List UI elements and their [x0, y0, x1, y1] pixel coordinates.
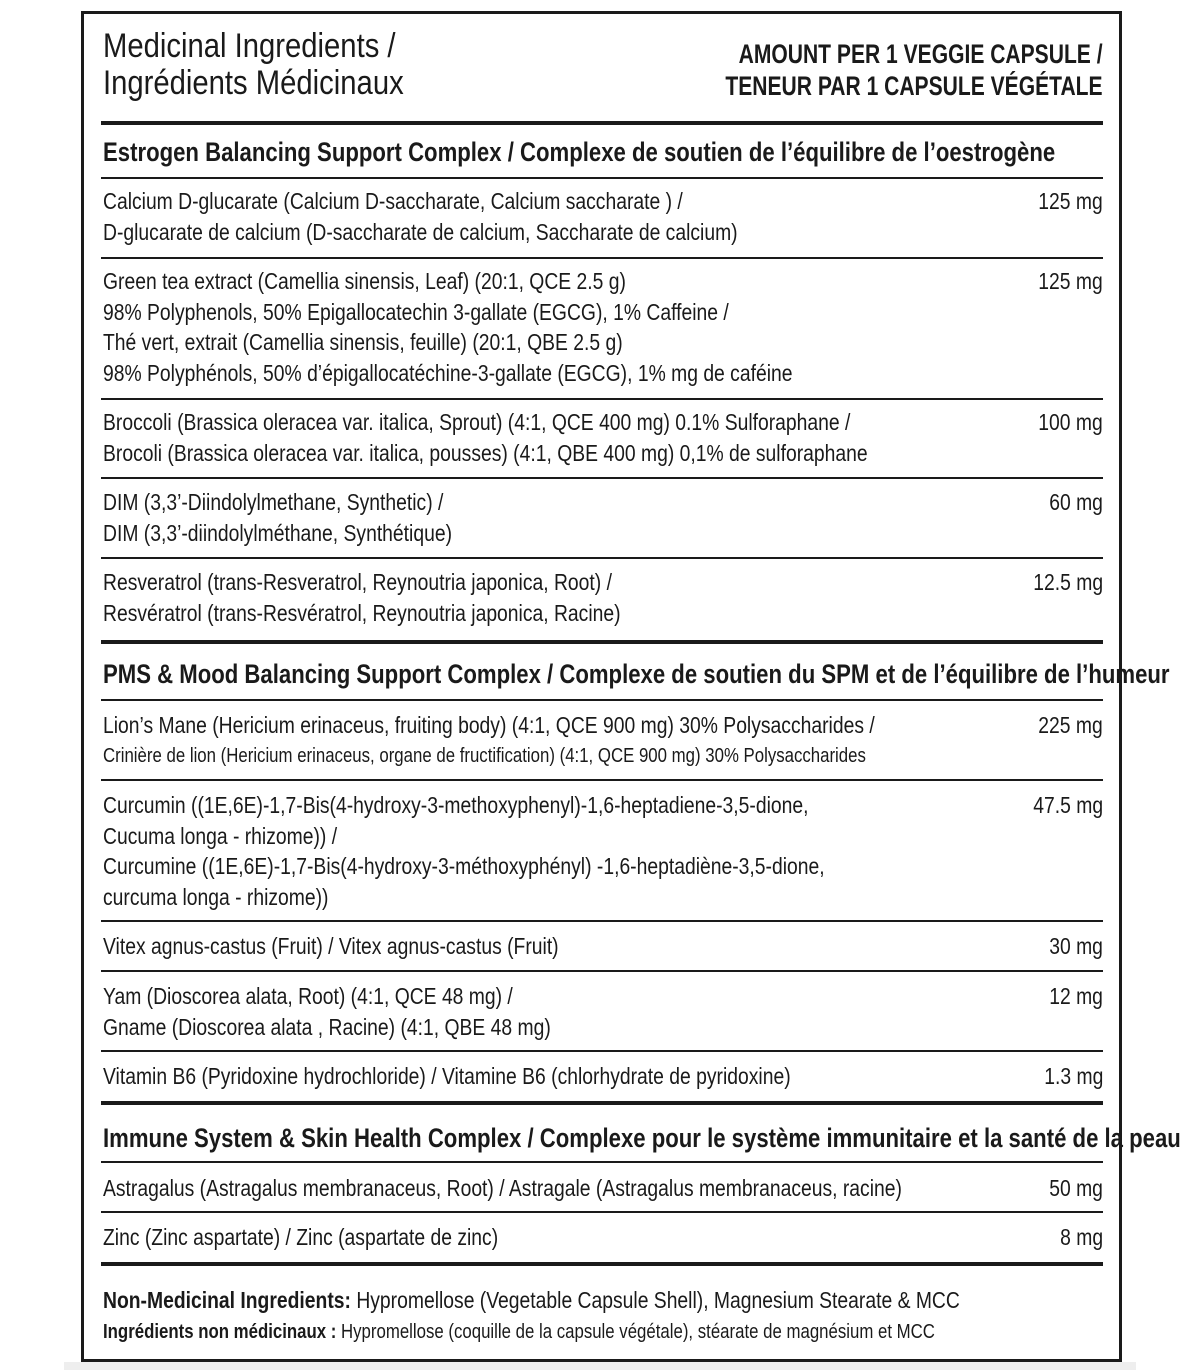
non-medicinal-en: Non-Medicinal Ingredients: Hypromellose (Vegetable Capsule Shell), Magnesium Stearate & MCC — [103, 1287, 960, 1313]
ingredient-name: Curcumin ((1E,6E)-1,7-Bis(4-hydroxy-3-methoxyphenyl)-1,6-heptadiene-3,5-dione, Cucuma longa - rhizome)) / Curcumine ((1E,6E)-1,7-Bis(4-hydroxy-3-méthoxyphényl) -1,6-heptadiène-3,5-dione, curcuma longa - rhizome)) — [103, 792, 825, 910]
ingredient-name: Broccoli (Brassica oleracea var. italica, Sprout) (4:1, QCE 400 mg) 0.1% Sulforaphane / Brocoli (Brassica oleracea var. italica, pousses) (4:1, QBE 400 mg) 0,1% de sulforaphane — [103, 409, 868, 466]
ingredient-name: Vitex agnus-castus (Fruit) / Vitex agnus-castus (Fruit) — [103, 933, 559, 959]
ingredient-amount: 12.5 mg — [1033, 569, 1103, 595]
section-divider — [101, 1101, 1103, 1105]
ingredient-name: Lion’s Mane (Hericium erinaceus, fruiting body) (4:1, QCE 900 mg) 30% Polysaccharides / Crinière de lion (Hericium erinaceus, organe de fructification) (4:1, QCE 900 mg) 30% Polysaccharides — [103, 712, 875, 767]
heading-line-en: Medicinal Ingredients / — [103, 27, 396, 65]
ingredient-amount: 8 mg — [1060, 1224, 1103, 1250]
row-divider — [101, 699, 1103, 701]
section-title-immune-skin: Immune System & Skin Health Complex / Complexe pour le système immunitaire et la santé de la peau — [103, 1123, 1181, 1153]
row-divider — [101, 1211, 1103, 1213]
row-divider — [101, 1161, 1103, 1163]
section-divider — [101, 640, 1103, 644]
row-divider — [101, 920, 1103, 922]
ingredient-name: Green tea extract (Camellia sinensis, Leaf) (20:1, QCE 2.5 g) 98% Polyphenols, 50% Epigallocatechin 3-gallate (EGCG), 1% Caffeine / Thé vert, extrait (Camellia sinensis, feuille) (20:1, QBE 2.5 g) 98% Polyphénols, 50% d’épigallocatéchine-3-gallate (EGCG), 1% mg de caféine — [103, 268, 793, 386]
medicinal-ingredients-heading — [103, 28, 404, 102]
panel-header — [103, 28, 1103, 118]
row-divider — [101, 557, 1103, 559]
ingredient-name: Yam (Dioscorea alata, Root) (4:1, QCE 48 mg) / Gname (Dioscorea alata , Racine) (4:1, QBE 48 mg) — [103, 983, 551, 1040]
row-divider — [101, 257, 1103, 259]
ingredient-amount: 125 mg — [1038, 268, 1103, 294]
ingredient-name: Vitamin B6 (Pyridoxine hydrochloride) / Vitamine B6 (chlorhydrate de pyridoxine) — [103, 1063, 791, 1089]
ingredient-amount: 50 mg — [1049, 1175, 1103, 1201]
section-title-pms-mood: PMS & Mood Balancing Support Complex / Complexe de soutien du SPM et de l’équilibre de l’humeur — [103, 659, 1170, 689]
heading-line-fr: Ingrédients Médicinaux — [103, 64, 404, 102]
row-divider — [101, 477, 1103, 479]
ingredient-name: Calcium D-glucarate (Calcium D-saccharate, Calcium saccharate ) / D-glucarate de calcium (D-saccharate de calcium, Saccharate de calcium) — [103, 188, 738, 245]
row-divider — [101, 970, 1103, 972]
ingredient-amount: 60 mg — [1049, 489, 1103, 515]
ingredient-amount: 225 mg — [1038, 712, 1103, 738]
non-medicinal-ingredients — [103, 1284, 960, 1348]
section-divider — [101, 121, 1103, 125]
ingredient-name: Astragalus (Astragalus membranaceus, Root) / Astragale (Astragalus membranaceus, racine) — [103, 1175, 902, 1201]
ingredient-name: DIM (3,3’-Diindolylmethane, Synthetic) / DIM (3,3’-diindolylméthane, Synthétique) — [103, 489, 453, 546]
ingredient-amount: 125 mg — [1038, 188, 1103, 214]
section-title-estrogen: Estrogen Balancing Support Complex / Complexe de soutien de l’équilibre de l’oestrogène — [103, 137, 1056, 167]
ingredient-amount: 47.5 mg — [1033, 792, 1103, 818]
amount-heading — [726, 38, 1103, 102]
row-divider — [101, 779, 1103, 781]
ingredient-amount: 100 mg — [1038, 409, 1103, 435]
row-divider — [101, 177, 1103, 179]
row-divider — [101, 1050, 1103, 1052]
ingredient-name: Resveratrol (trans-Resveratrol, Reynoutria japonica, Root) / Resvératrol (trans-Resvératrol, Reynoutria japonica, Racine) — [103, 569, 621, 626]
ingredients-panel — [81, 11, 1181, 1362]
non-medicinal-fr: Ingrédients non médicinaux : Hypromellose (coquille de la capsule végétale), stéarate de magnésium et MCC — [103, 1321, 935, 1343]
ingredient-name: Zinc (Zinc aspartate) / Zinc (aspartate de zinc) — [103, 1224, 499, 1250]
ingredient-amount: 12 mg — [1049, 983, 1103, 1009]
amount-heading-en: AMOUNT PER 1 VEGGIE CAPSULE / — [739, 39, 1103, 69]
amount-heading-fr: TENEUR PAR 1 CAPSULE VÉGÉTALE — [725, 71, 1103, 101]
ingredient-amount: 1.3 mg — [1043, 1063, 1103, 1089]
ingredient-amount: 30 mg — [1049, 933, 1103, 959]
section-divider — [101, 1262, 1103, 1266]
page-edge-shadow — [64, 1362, 1136, 1370]
row-divider — [101, 398, 1103, 400]
